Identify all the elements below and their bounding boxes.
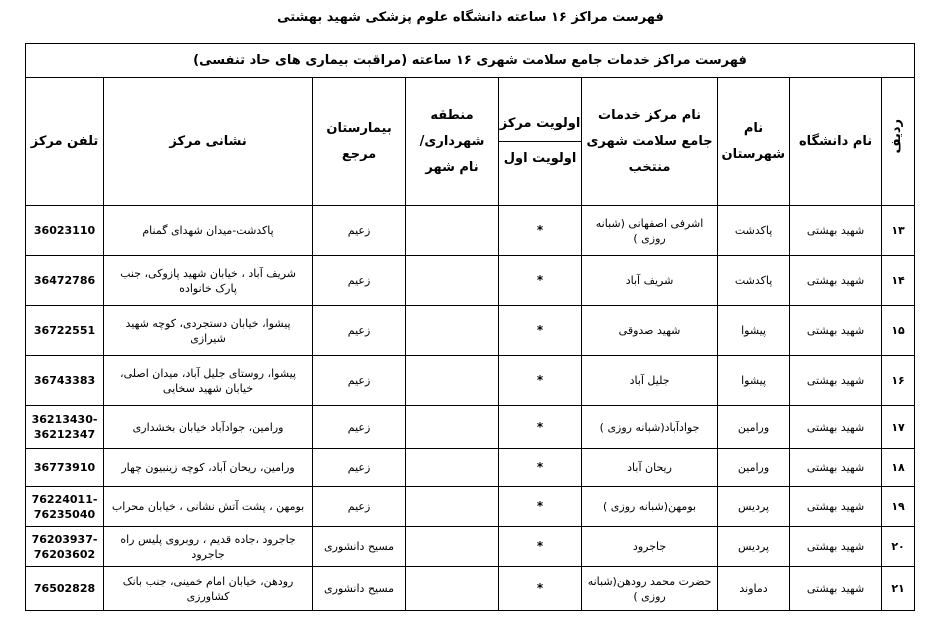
table-row (26, 487, 915, 527)
cell-address: پیشوا، خیابان دستجردی، کوچه شهید شیرازی (104, 306, 313, 356)
cell-phone: 76203937-76203602 (26, 527, 104, 567)
cell-radif: ۲۰ (882, 527, 915, 567)
cell-center: شهید صدوقی (582, 306, 718, 356)
cell-address: جاجرود ،جاده قدیم ، روبروی پلیس راه جاجرود (104, 527, 313, 567)
cell-municipality (406, 449, 499, 487)
cell-address: رودهن، خیابان امام خمینی، جنب بانک کشاورزی (104, 567, 313, 611)
cell-county: دماوند (718, 567, 790, 611)
cell-hospital: زعیم (313, 206, 406, 256)
cell-municipality (406, 487, 499, 527)
cell-priority: * (499, 306, 582, 356)
header-priority (499, 78, 582, 206)
header-municipality: منطقه شهرداری/ نام شهر (406, 78, 499, 206)
cell-county: پاکدشت (718, 206, 790, 256)
cell-university: شهید بهشتی (790, 406, 882, 449)
cell-university: شهید بهشتی (790, 306, 882, 356)
cell-hospital: زعیم (313, 306, 406, 356)
header-priority-center: اولویت مرکز (499, 111, 581, 142)
cell-university: شهید بهشتی (790, 487, 882, 527)
cell-hospital: زعیم (313, 487, 406, 527)
table-caption: فهرست مراکز خدمات جامع سلامت شهری ۱۶ ساعته (مراقبت بیماری های حاد تنفسی) (26, 44, 915, 78)
cell-radif: ۱۳ (882, 206, 915, 256)
cell-phone: 36722551 (26, 306, 104, 356)
table-row (26, 306, 915, 356)
cell-hospital: مسیح دانشوری (313, 527, 406, 567)
cell-university: شهید بهشتی (790, 449, 882, 487)
cell-university: شهید بهشتی (790, 256, 882, 306)
cell-county: ورامین (718, 406, 790, 449)
header-center: نام مرکز خدمات جامع سلامت شهری منتخب (582, 78, 718, 206)
cell-priority: * (499, 356, 582, 406)
cell-county: پاکدشت (718, 256, 790, 306)
cell-priority: * (499, 256, 582, 306)
cell-county: پردیس (718, 487, 790, 527)
cell-municipality (406, 256, 499, 306)
cell-center: ریحان آباد (582, 449, 718, 487)
cell-address: شریف آباد ، خیابان شهید پازوکی، جنب پارک خانواده (104, 256, 313, 306)
cell-address: بومهن ، پشت آتش نشانی ، خیابان محراب (104, 487, 313, 527)
table-row (26, 356, 915, 406)
cell-priority: * (499, 527, 582, 567)
cell-center: حضرت محمد رودهن(شبانه روزی ) (582, 567, 718, 611)
cell-center: جوادآباد(شبانه روزی ) (582, 406, 718, 449)
cell-priority: * (499, 206, 582, 256)
cell-priority: * (499, 487, 582, 527)
cell-radif: ۲۱ (882, 567, 915, 611)
table-row (26, 206, 915, 256)
cell-radif: ۱۴ (882, 256, 915, 306)
cell-university: شهید بهشتی (790, 206, 882, 256)
cell-hospital: زعیم (313, 256, 406, 306)
cell-phone: 36023110 (26, 206, 104, 256)
cell-municipality (406, 356, 499, 406)
cell-address: پاکدشت-میدان شهدای گمنام (104, 206, 313, 256)
cell-address: ورامین، ریحان آباد، کوچه زینبیون چهار (104, 449, 313, 487)
table-row (26, 527, 915, 567)
cell-center: جلیل آباد (582, 356, 718, 406)
cell-municipality (406, 406, 499, 449)
header-county: نام شهرستان (718, 78, 790, 206)
centers-table (25, 43, 915, 611)
header-radif: ردیف (882, 78, 915, 206)
cell-university: شهید بهشتی (790, 567, 882, 611)
cell-priority: * (499, 406, 582, 449)
cell-phone: 76224011-76235040 (26, 487, 104, 527)
cell-center: بومهن(شبانه روزی ) (582, 487, 718, 527)
cell-county: ورامین (718, 449, 790, 487)
cell-hospital: زعیم (313, 449, 406, 487)
cell-municipality (406, 206, 499, 256)
cell-radif: ۱۹ (882, 487, 915, 527)
cell-phone: 36743383 (26, 356, 104, 406)
cell-phone: 36773910 (26, 449, 104, 487)
header-university: نام دانشگاه (790, 78, 882, 206)
cell-address: پیشوا، روستای جلیل آباد، میدان اصلی، خیابان شهید سخایی (104, 356, 313, 406)
cell-county: پیشوا (718, 306, 790, 356)
header-phone: تلفن مرکز (26, 78, 104, 206)
cell-phone: 36472786 (26, 256, 104, 306)
cell-county: پردیس (718, 527, 790, 567)
cell-center: شریف آباد (582, 256, 718, 306)
header-priority-first: اولویت اول (503, 151, 577, 166)
table-row (26, 449, 915, 487)
cell-hospital: مسیح دانشوری (313, 567, 406, 611)
cell-radif: ۱۷ (882, 406, 915, 449)
header-address: نشانی مرکز (104, 78, 313, 206)
table-row (26, 567, 915, 611)
cell-priority: * (499, 567, 582, 611)
cell-university: شهید بهشتی (790, 527, 882, 567)
page-title: فهرست مراکز ۱۶ ساعته دانشگاه علوم پزشکی شهید بهشتی (277, 10, 664, 25)
table-row (26, 406, 915, 449)
cell-priority: * (499, 449, 582, 487)
table-row (26, 256, 915, 306)
cell-phone: 76502828 (26, 567, 104, 611)
cell-hospital: زعیم (313, 406, 406, 449)
cell-radif: ۱۵ (882, 306, 915, 356)
cell-address: ورامین، جوادآباد خیابان بخشداری (104, 406, 313, 449)
cell-county: پیشوا (718, 356, 790, 406)
cell-hospital: زعیم (313, 356, 406, 406)
cell-radif: ۱۶ (882, 356, 915, 406)
cell-municipality (406, 567, 499, 611)
cell-center: اشرفی اصفهانی (شبانه روزی ) (582, 206, 718, 256)
cell-radif: ۱۸ (882, 449, 915, 487)
cell-center: جاجرود (582, 527, 718, 567)
header-hospital: بیمارستان مرجع (313, 78, 406, 206)
cell-municipality (406, 527, 499, 567)
cell-university: شهید بهشتی (790, 356, 882, 406)
cell-municipality (406, 306, 499, 356)
cell-phone: 36213430-36212347 (26, 406, 104, 449)
